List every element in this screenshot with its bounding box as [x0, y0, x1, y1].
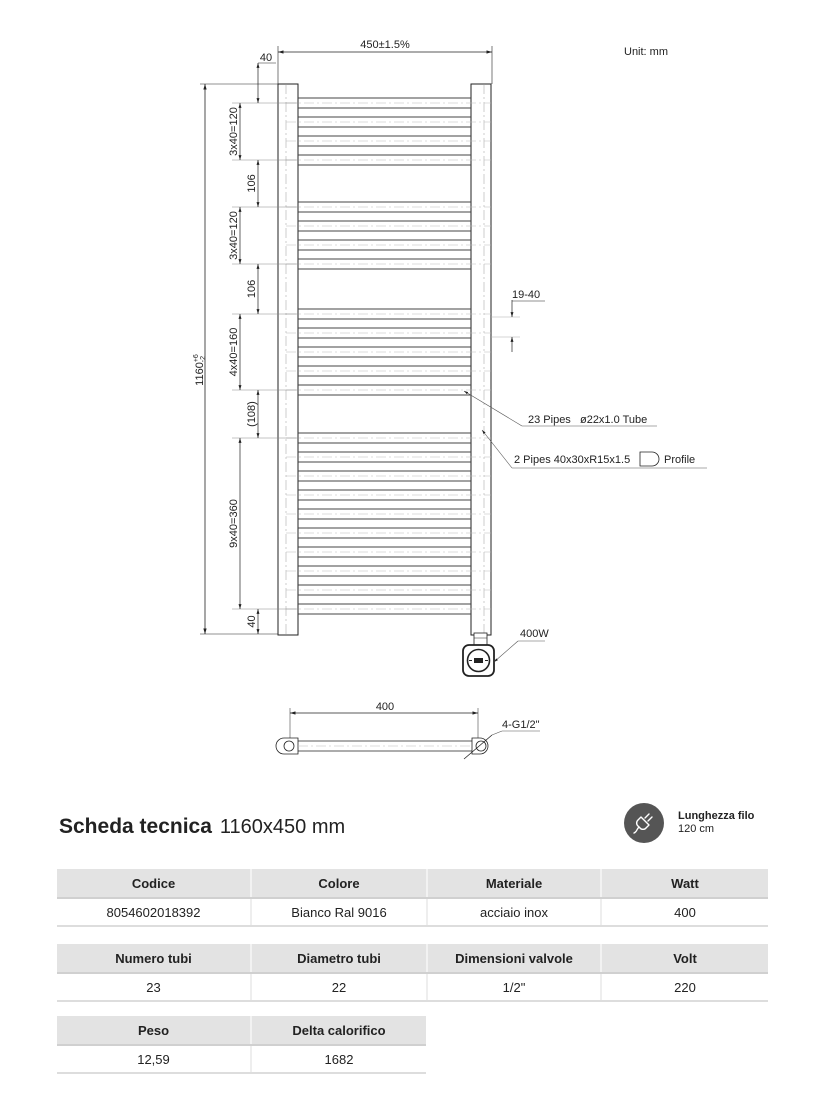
heater-element	[463, 628, 549, 676]
tube-10	[286, 328, 491, 338]
tube-3	[286, 136, 491, 146]
spec-table-2	[57, 944, 768, 1002]
group-dim-label: 4x40=160	[228, 327, 240, 377]
header-dimensioni-valvole: Dimensioni valvole	[427, 944, 601, 973]
header-codice: Codice	[57, 869, 251, 898]
tube-7	[286, 240, 491, 250]
value-materiale: acciaio inox	[427, 898, 601, 926]
tube-19	[286, 528, 491, 538]
height-tol-plus: +6	[193, 354, 200, 363]
tube-15	[286, 452, 491, 462]
top-offset-label: 40	[259, 52, 273, 64]
spacing-dim-label: 19-40	[512, 289, 541, 301]
tube-11	[286, 347, 491, 357]
group-dim-label: 106	[246, 279, 258, 299]
profile-callout	[482, 430, 707, 468]
height-dim-main: 1160	[194, 362, 206, 386]
tube-5	[286, 202, 491, 212]
group-dim-label: 3x40=120	[228, 107, 240, 156]
page-title	[59, 815, 345, 839]
profile-callout-suffix: Profile	[664, 454, 696, 466]
title-main: Scheda tecnica	[59, 815, 212, 838]
group-dim-label: 40	[246, 615, 258, 628]
header-numero-tubi: Numero tubi	[57, 944, 251, 973]
header-volt: Volt	[601, 944, 768, 973]
height-tol-minus: -2	[200, 355, 207, 363]
value-numero-tubi: 23	[57, 973, 251, 1001]
group-dim-label: 3x40=120	[228, 211, 240, 260]
tube-4	[286, 155, 491, 165]
header-materiale: Materiale	[427, 869, 601, 898]
tube-callout	[464, 391, 657, 426]
unit-label: Unit: mm	[624, 46, 668, 58]
spec-table-3	[57, 1016, 426, 1074]
bottom-width-label: 400	[375, 701, 395, 713]
tube-17	[286, 490, 491, 500]
header-diametro-tubi: Diametro tubi	[251, 944, 427, 973]
value-peso: 12,59	[57, 1045, 251, 1073]
group-dim-label: 9x40=360	[228, 499, 240, 548]
bottom-view	[276, 701, 540, 759]
header-peso: Peso	[57, 1016, 251, 1045]
value-dimensioni-valvole: 1/2"	[427, 973, 601, 1001]
tube-1	[286, 98, 491, 108]
spec-table-1	[57, 869, 768, 927]
value-colore: Bianco Ral 9016	[251, 898, 427, 926]
radiator-frame	[278, 84, 491, 635]
plug-icon	[624, 803, 664, 843]
title-size: 1160x450 mm	[219, 816, 346, 838]
radiator-tubes	[286, 98, 491, 614]
tube-16	[286, 471, 491, 481]
value-diametro-tubi: 22	[251, 973, 427, 1001]
svg-text:1160+6-2	[193, 354, 207, 386]
tube-18	[286, 509, 491, 519]
value-watt: 400	[601, 898, 768, 926]
width-dimension	[258, 39, 492, 84]
tube-12	[286, 366, 491, 376]
cable-label: Lunghezza filo	[678, 810, 755, 822]
value-codice: 8054602018392	[57, 898, 251, 926]
header-delta-calorifico: Delta calorifico	[251, 1016, 426, 1045]
profile-callout-label: 2 Pipes 40x30xR15x1.5	[514, 454, 631, 466]
group-dimensions	[228, 63, 298, 634]
cable-value: 120 cm	[678, 823, 715, 835]
tube-9	[286, 309, 491, 319]
tube-13	[286, 385, 491, 395]
tube-2	[286, 117, 491, 127]
tube-6	[286, 221, 491, 231]
tube-callout-label: 23 Pipes ø22x1.0 Tube	[528, 414, 648, 426]
width-dim-label: 450±1.5%	[360, 39, 410, 51]
profile-shape-icon	[640, 452, 659, 466]
heater-label: 400W	[520, 628, 549, 640]
connection-label: 4-G1/2"	[502, 719, 540, 731]
tube-22	[286, 585, 491, 595]
tube-21	[286, 566, 491, 576]
cable-length-info	[624, 803, 754, 843]
value-delta-calorifico: 1682	[251, 1045, 426, 1073]
tube-14	[286, 433, 491, 443]
tube-23	[286, 604, 491, 614]
spacing-dimension	[491, 289, 545, 352]
tube-8	[286, 259, 491, 269]
header-watt: Watt	[601, 869, 768, 898]
group-dim-label: (108)	[246, 401, 258, 427]
value-volt: 220	[601, 973, 768, 1001]
group-dim-label: 106	[246, 174, 258, 193]
header-colore: Colore	[251, 869, 427, 898]
tube-20	[286, 547, 491, 557]
